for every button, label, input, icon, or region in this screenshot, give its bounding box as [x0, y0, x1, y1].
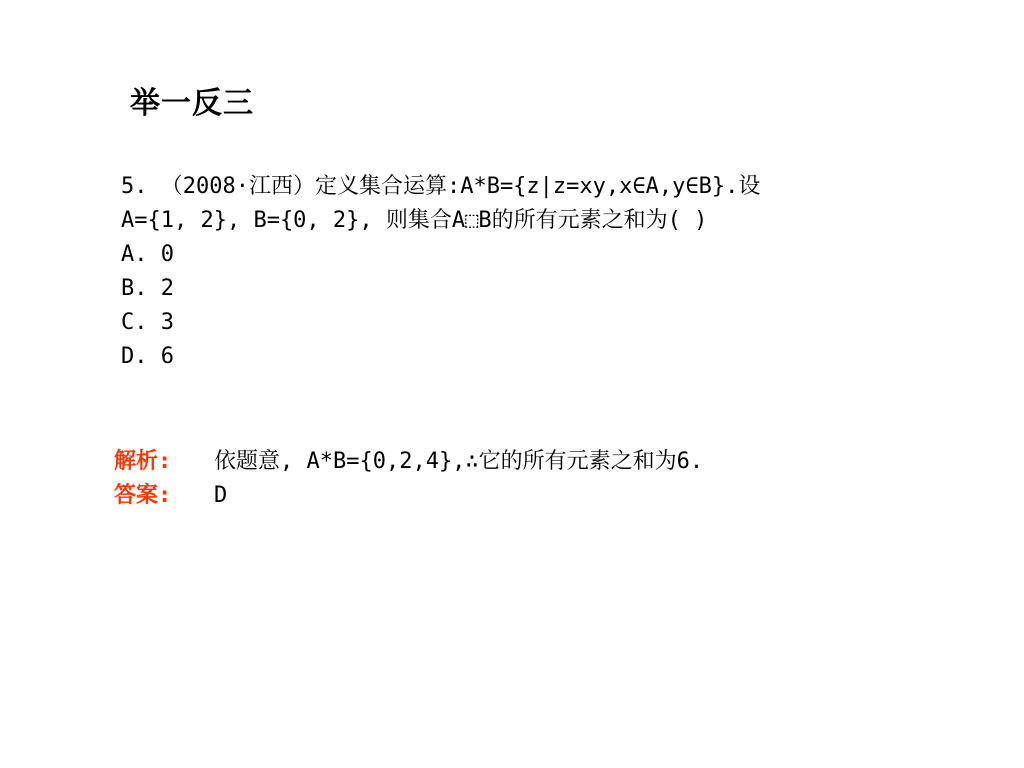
option-d: D. 6 [121, 344, 174, 369]
option-b: B. 2 [121, 276, 174, 301]
answer-row [114, 479, 914, 513]
analysis-label: 解析: [114, 449, 172, 474]
analysis-text: 依题意, A*B={0,2,4},∴它的所有元素之和为6. [214, 449, 704, 474]
answer-label: 答案: [114, 483, 172, 508]
option-c: C. 3 [121, 310, 174, 335]
option-a: A. 0 [121, 242, 174, 267]
answer-text: D [214, 483, 228, 508]
question-block [121, 170, 901, 374]
question-stem-line-2: A={1, 2}, B={0, 2}, 则集合A⬚B的所有元素之和为( ) [121, 208, 708, 233]
slide-title: 举一反三 [130, 86, 254, 121]
question-stem-line-1: 5. （2008·江西）定义集合运算:A*B={z|z=xy,x∈A,y∈B}.设 [121, 174, 761, 199]
solution-block [114, 445, 914, 513]
analysis-row [114, 445, 914, 479]
